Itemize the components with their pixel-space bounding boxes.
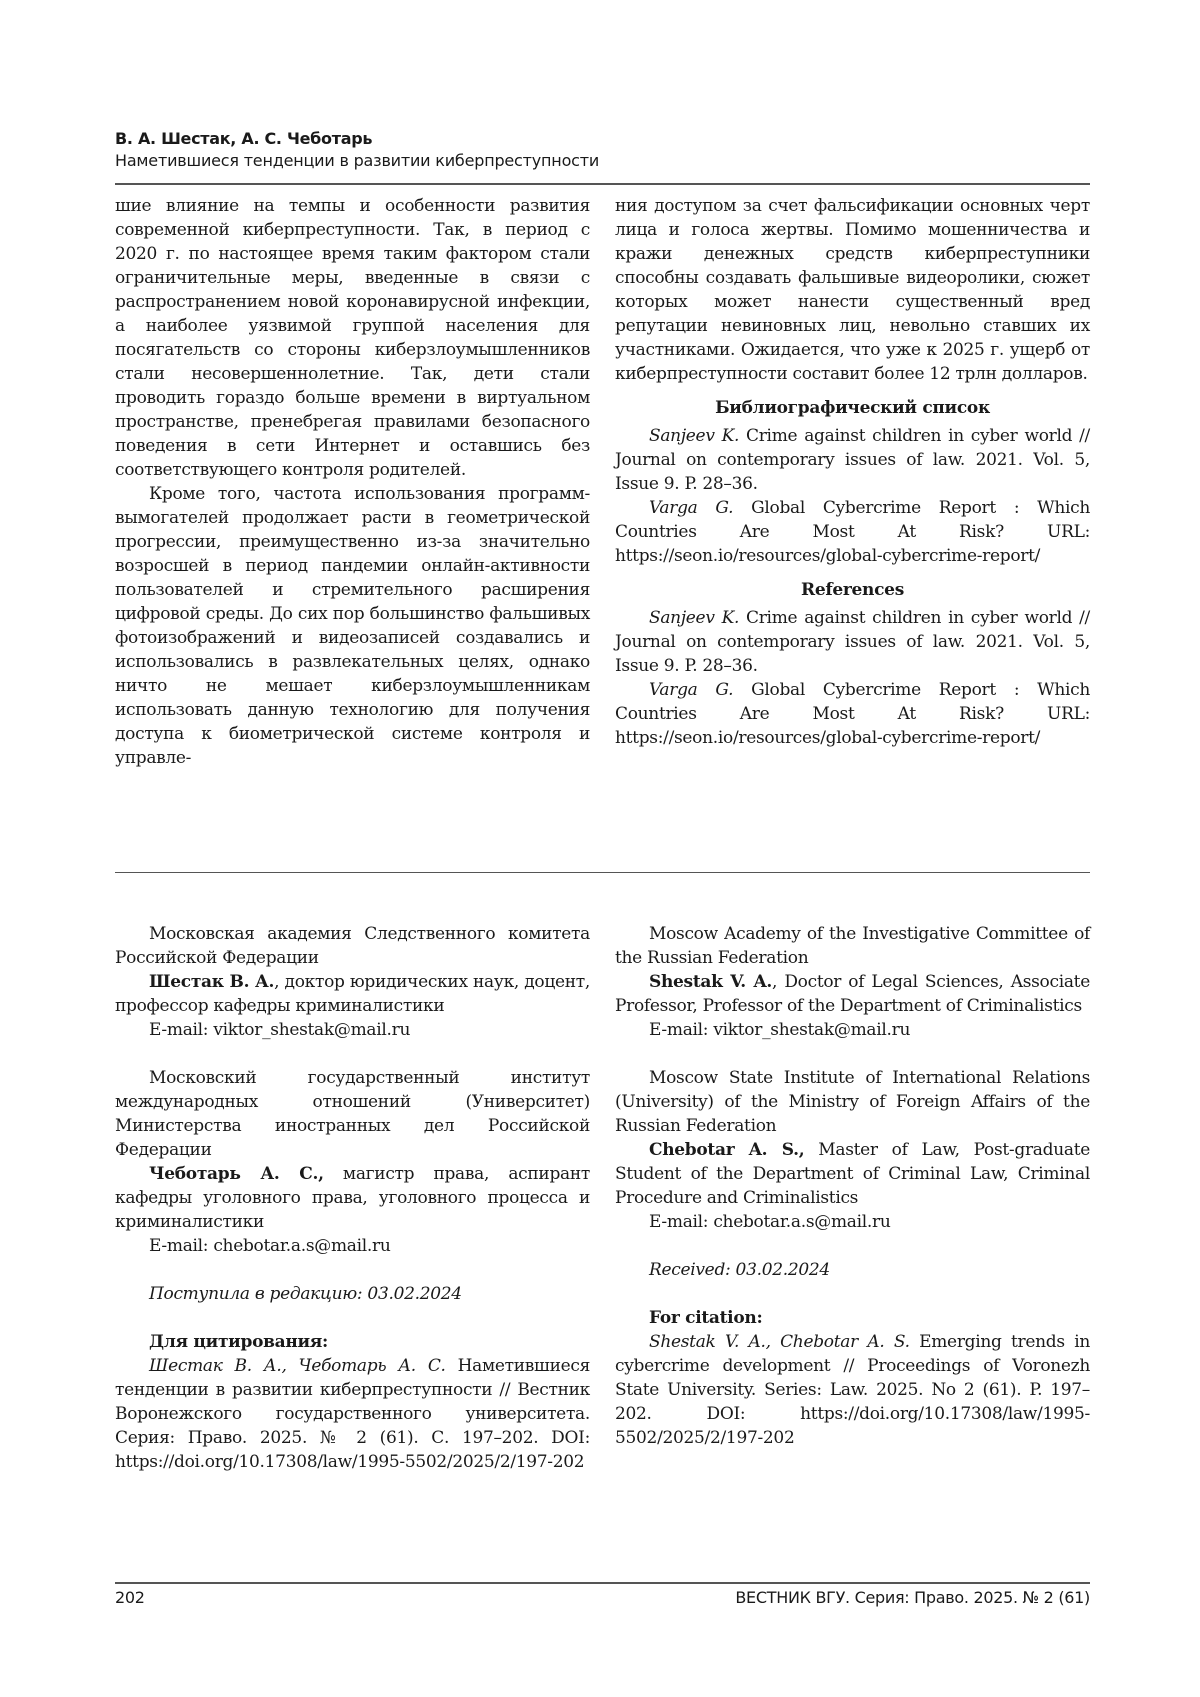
citation-heading: Для цитирования: xyxy=(149,1332,329,1352)
section-rule xyxy=(115,872,1090,873)
running-header xyxy=(115,128,1090,172)
header-rule xyxy=(115,183,1090,185)
author-info-ru: Московская академия Следственного комитета Российской Федерации Шестак В. А., доктор юридических наук, доцент, профессор кафедры криминалистики E-mail: viktor_shestak@mail.ru Московский государственный институт международных отношений (Университет) Министерства иностранных дел Российской Федерации Чеботарь А. С., магистр права, аспирант кафедры уголовного права, уголовного процесса и криминалистики E-mail: chebotar.a.s@mail.ru Поступила в редакцию: 03.02.2024 Для цитирования: Шестак В. А., Чеботарь А. С. Наметившиеся тенденции в развитии киберпреступности // Вестник Воронежского государственного университета. Серия: Право. 2025. № 2 (61). С. 197–202. DOI: https://doi.org/10.17308/law/1995-5502/2025/2/197-202 xyxy=(115,924,591,1472)
author-email: E-mail: chebotar.a.s@mail.ru xyxy=(149,1236,391,1256)
author-name: Шестак В. А. xyxy=(149,972,275,992)
author-name: Shestak V. A. xyxy=(649,972,773,992)
header-title: Наметившиеся тенденции в развитии киберпреступности xyxy=(115,151,600,170)
received-date: Поступила в редакцию: 03.02.2024 xyxy=(149,1284,462,1304)
bibliography-heading: Библиографический список xyxy=(715,398,990,418)
organization: Московский государственный институт международных отношений (Университет) Министерства иностранных дел Российской Федерации xyxy=(115,1068,590,1160)
paragraph: ния доступом за счет фальсификации основных черт лица и голоса жертвы. Помимо мошенничества и кражи денежных средств киберпреступники способны создавать фальшивые видеоролики, сюжет которых может нанести существенный вред репутации невиновных лиц, невольно ставших их участниками. Ожидается, что уже к 2025 г. ущерб от киберпреступности составит более 12 трлн долларов. xyxy=(615,196,1090,384)
reference-item: Sanjeev K. Crime against children in cyber world // Journal on contemporary issues of law. 2021. Vol. 5, Issue 9. P. 28–36. xyxy=(615,608,1090,676)
body-left-column xyxy=(115,194,590,770)
running-footer xyxy=(115,1588,1090,1607)
author-email: E-mail: viktor_shestak@mail.ru xyxy=(149,1020,411,1040)
reference-author: Sanjeev K. xyxy=(649,426,740,446)
author-email: E-mail: chebotar.a.s@mail.ru xyxy=(649,1212,891,1232)
paragraph: Кроме того, частота использования программ-вымогателей продолжает расти в геометрической прогрессии, преимущественно из-за значительно возросшей в период пандемии онлайн-активности пользователей и стремительного расширения цифровой среды. До сих пор большинство фальшивых фотоизображений и видеозаписей создавались и использовались в развлекательных целях, однако ничто не мешает киберзлоумышленникам использовать данную технологию для получения доступа к биометрической системе контроля и управле- xyxy=(115,484,590,768)
citation-text: Шестак В. А., Чеботарь А. С. Наметившиеся тенденции в развитии киберпреступности // Вестник Воронежского государственного университета. Серия: Право. 2025. № 2 (61). С. 197–202. DOI: https://doi.org/10.17308/law/1995-5502/2025/2/197-202 xyxy=(115,1356,591,1472)
organization: Московская академия Следственного комитета Российской Федерации xyxy=(115,924,590,968)
reference-author: Varga G. xyxy=(649,680,734,700)
citation-heading: For citation: xyxy=(649,1308,763,1328)
author-name: Чеботарь А. С., xyxy=(149,1164,324,1184)
footer-rule xyxy=(115,1582,1090,1584)
reference-author: Sanjeev K. xyxy=(649,608,740,628)
citation-text: Shestak V. A., Chebotar A. S. Emerging trends in cybercrime development // Proceedings of Voronezh State University. Series: Law. 2025. No 2 (61). P. 197–202. DOI: https://doi.org/10.17308/law/1995-5502/2025/2/197-202 xyxy=(615,1332,1090,1448)
references-heading: References xyxy=(801,580,904,600)
author-name: Chebotar A. S., xyxy=(649,1140,805,1160)
organization: Moscow Academy of the Investigative Committee of the Russian Federation xyxy=(615,924,1090,968)
received-date: Received: 03.02.2024 xyxy=(649,1260,830,1280)
reference-item: Sanjeev K. Crime against children in cyber world // Journal on contemporary issues of law. 2021. Vol. 5, Issue 9. P. 28–36. xyxy=(615,426,1090,494)
header-authors: В. А. Шестак, А. С. Чеботарь xyxy=(115,129,373,148)
paragraph: шие влияние на темпы и особенности развития современной киберпреступности. Так, в период с 2020 г. по настоящее время таким фактором стали ограничительные меры, введенные в связи с распространением новой коронавирусной инфекции, а наиболее уязвимой группой населения для посягательств со стороны киберзлоумышленников стали несовершеннолетние. Так, дети стали проводить гораздо больше времени в виртуальном пространстве, пренебрегая правилами безопасного поведения в сети Интернет и оставшись без соответствующего контроля родителей. xyxy=(115,196,590,480)
page-number: 202 xyxy=(115,1588,145,1607)
reference-item: Varga G. Global Cybercrime Report : Which Countries Are Most At Risk? URL: https://seon.io/resources/global-cybercrime-report/ xyxy=(615,680,1090,748)
organization: Moscow State Institute of International Relations (University) of the Ministry of Foreign Affairs of the Russian Federation xyxy=(615,1068,1090,1136)
journal-name: ВЕСТНИК ВГУ. Серия: Право. 2025. № 2 (61) xyxy=(735,1588,1090,1607)
author-email: E-mail: viktor_shestak@mail.ru xyxy=(649,1020,911,1040)
reference-author: Varga G. xyxy=(649,498,734,518)
author-info-en: Moscow Academy of the Investigative Committee of the Russian Federation Shestak V. A., Doctor of Legal Sciences, Associate Professor, Professor of the Department of Criminalistics E-mail: viktor_shestak@mail.ru Moscow State Institute of International Relations (University) of the Ministry of Foreign Affairs of the Russian Federation Chebotar A. S., Master of Law, Post-graduate Student of the Department of Criminal Law, Criminal Procedure and Criminalistics E-mail: chebotar.a.s@mail.ru Received: 03.02.2024 For citation: Shestak V. A., Chebotar A. S. Emerging trends in cybercrime development // Proceedings of Voronezh State University. Series: Law. 2025. No 2 (61). P. 197–202. DOI: https://doi.org/10.17308/law/1995-5502/2025/2/197-202 xyxy=(615,924,1090,1448)
reference-item: Varga G. Global Cybercrime Report : Which Countries Are Most At Risk? URL: https://seon.io/resources/global-cybercrime-report/ xyxy=(615,498,1090,566)
body-right-column xyxy=(615,194,1090,750)
